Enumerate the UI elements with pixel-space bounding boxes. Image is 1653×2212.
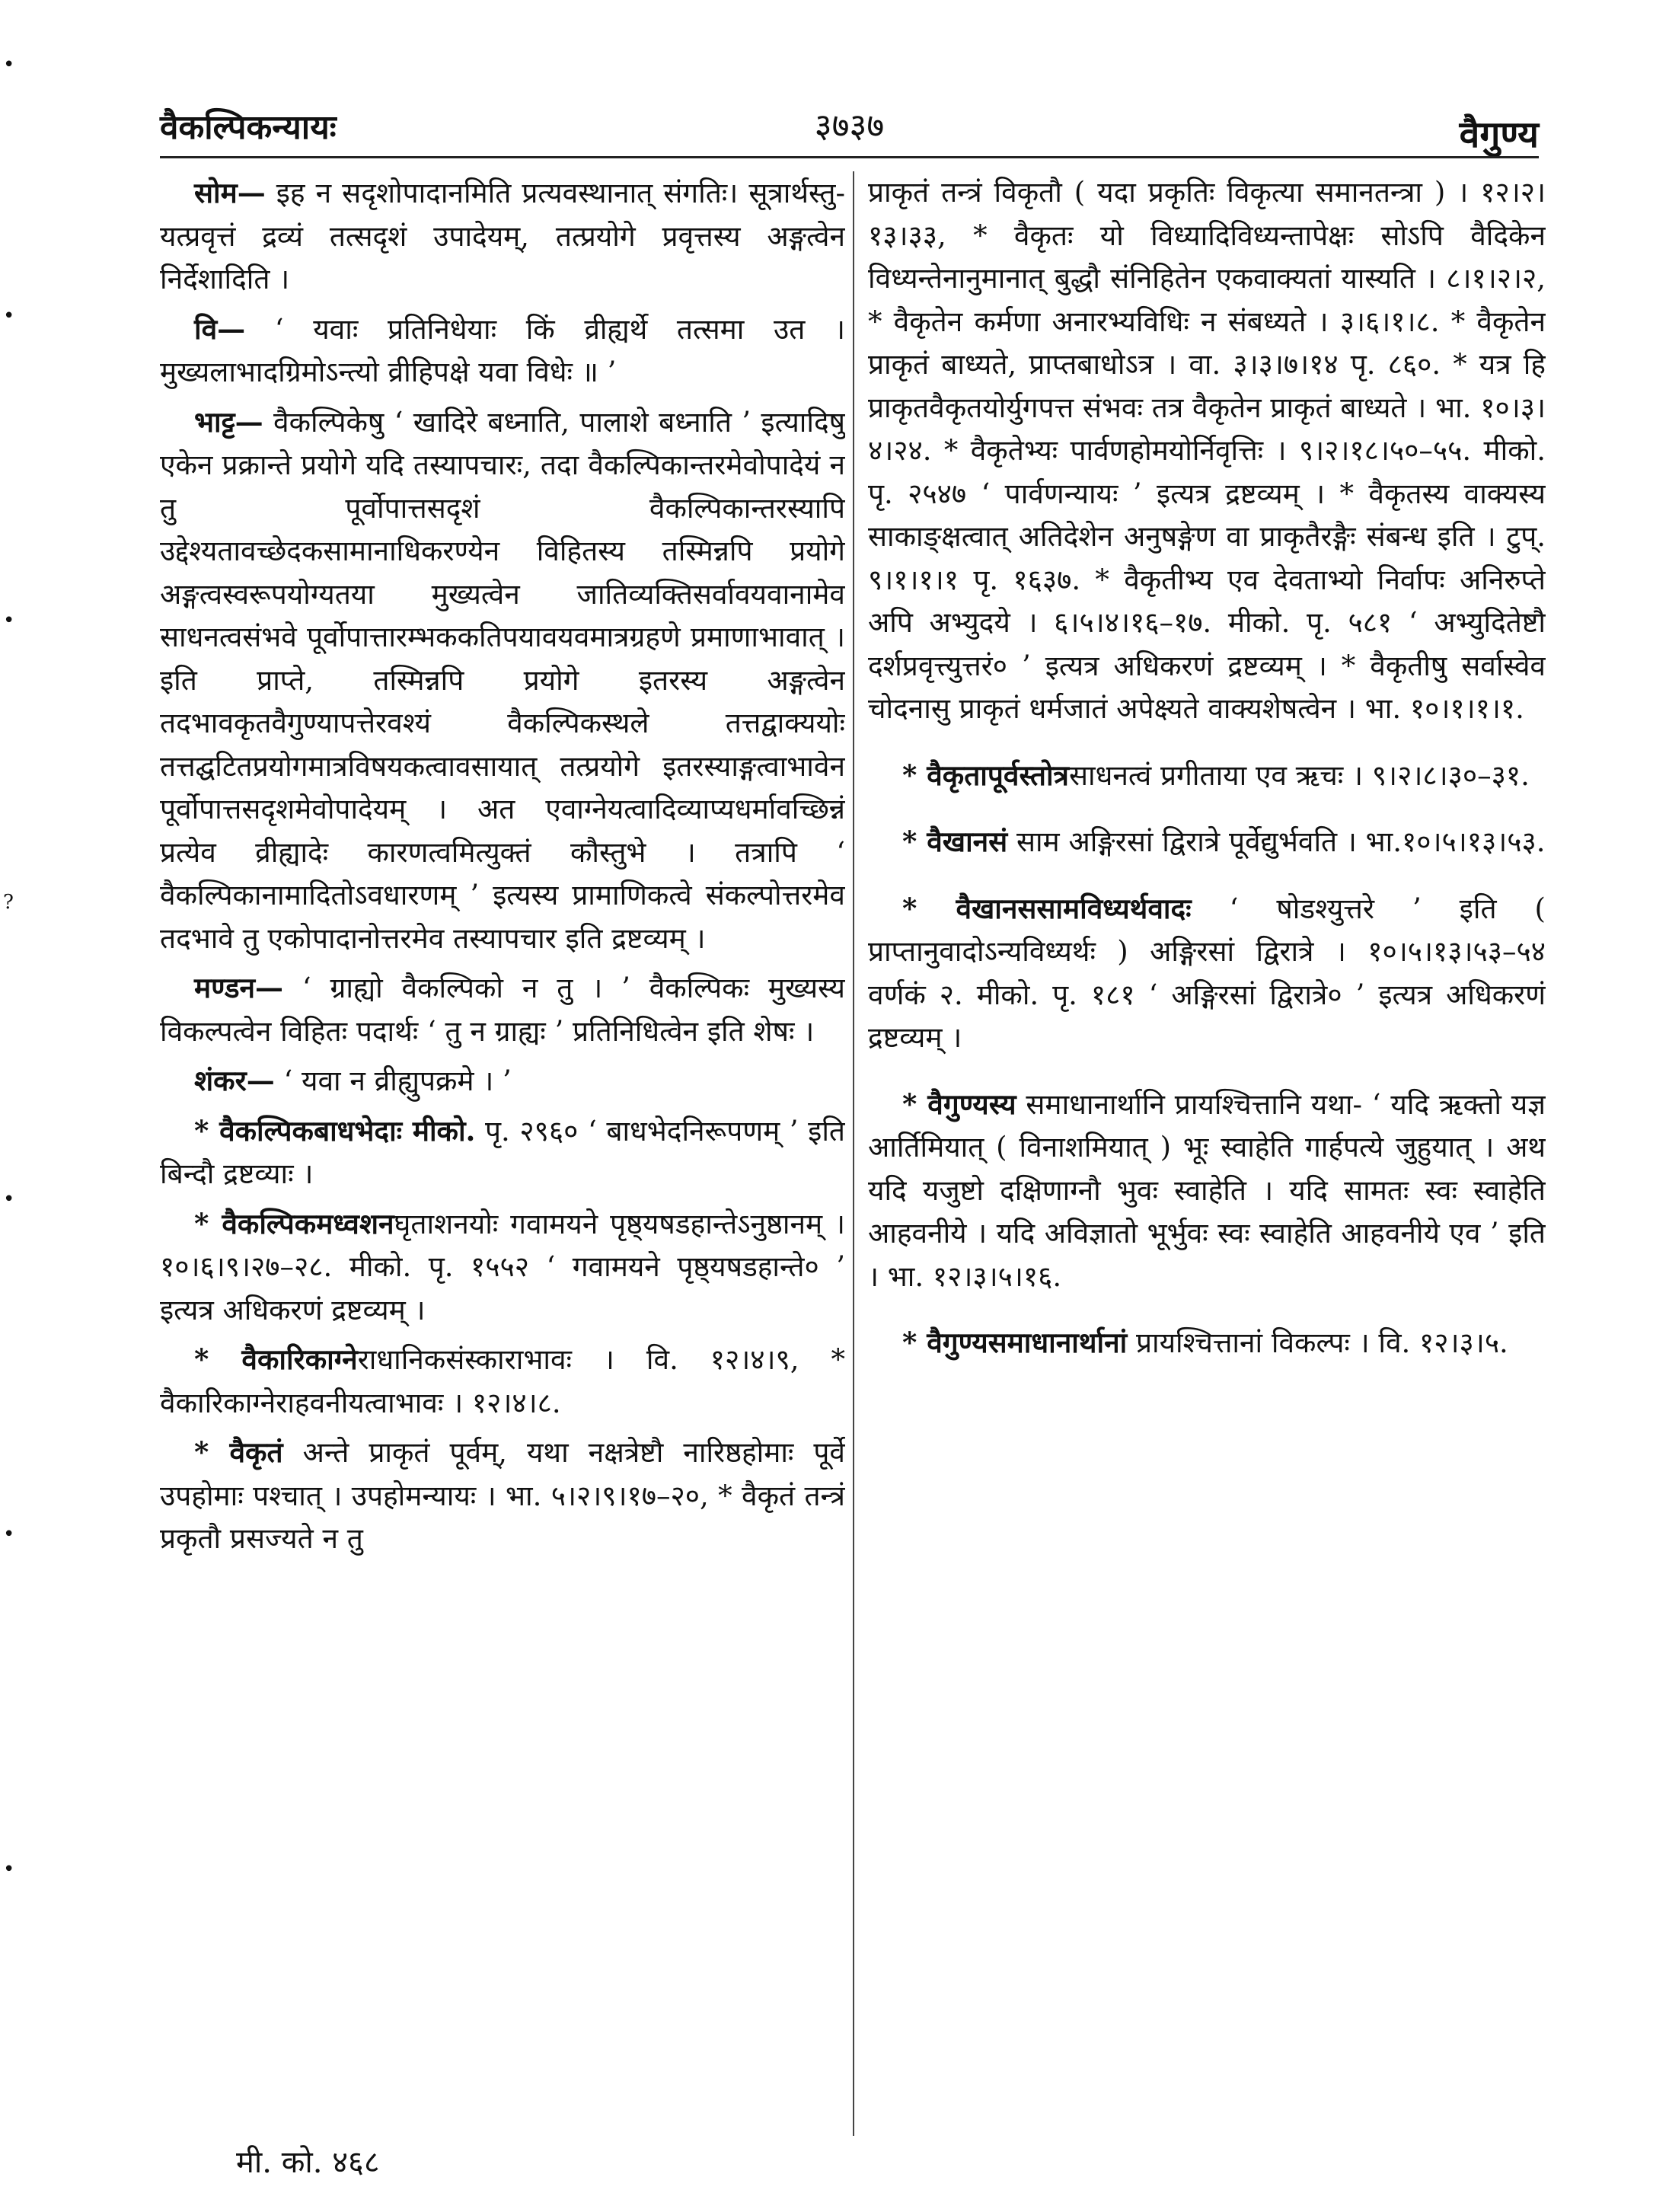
entry-headword: * वैखानससामविध्यर्थवादः	[902, 891, 1192, 925]
entry-paragraph	[868, 820, 1546, 864]
entry-headword: भाट्ट—	[194, 404, 263, 439]
entry-paragraph	[868, 887, 1546, 1060]
entry-headword: * वैकृतापूर्वस्तोत्र	[902, 758, 1069, 792]
entry-headword: शंकर—	[194, 1064, 275, 1097]
left-column	[160, 171, 845, 2136]
entry-paragraph	[160, 966, 845, 1053]
entry-paragraph	[160, 401, 845, 961]
body-columns	[160, 171, 1546, 2136]
entry-text: इह न सदृशोपादानमिति प्रत्यवस्थानात् संगतिः। सूत्रार्थस्तु- यत्प्रवृत्तं द्रव्यं तत्सदृशं उपादेयम्, तत्प्रयोगे प्रवृत्तस्य अङ्गत्वेन निर्देशादिति ।	[160, 177, 845, 295]
entry-text: अन्ते प्राकृतं पूर्वम्, यथा नक्षत्रेष्टौ नारिष्ठहोमाः पूर्वे उपहोमाः पश्चात् । उपहोमन्यायः । भा. ५।२।९।१७–२०, * वैकृतं तन्त्रं प्रकृतौ प्रसज्यते न तु	[160, 1436, 845, 1555]
header-right-title: वैगुण्य	[1459, 113, 1539, 156]
margin-mark: •	[3, 609, 15, 632]
entry-headword: * वैकल्पिकमध्वशन	[194, 1206, 394, 1240]
margin-mark: ?	[3, 891, 14, 914]
margin-mark: •	[3, 305, 15, 327]
margin-mark: •	[3, 1523, 15, 1546]
entry-text: साधनत्वं प्रगीताया एव ऋचः । ९।२।८।३०–३१.	[1068, 758, 1530, 792]
entry-text: ‘ षोडश्युत्तरे ’ इति ( प्राप्तानुवादोऽन्यविध्यर्थः ) अङ्गिरसां द्विरात्रे । १०।५।१३।५३–५४ वर्णकं २. मीको. पृ. १८१ ‘ अङ्गिरसां द्विरात्रे० ’ इत्यत्र अधिकरणं द्रष्टव्यम् ।	[868, 892, 1546, 1054]
entry-paragraph	[868, 754, 1546, 798]
entry-text: प्रायश्चित्तानां विकल्पः । वि. १२।३।५.	[1127, 1326, 1508, 1359]
entry-text: घृताशनयोः गवामयने पृष्ठ्यषडहान्तेऽनुष्ठानम् । १०।६।९।२७–२८. मीको. पृ. १५५२ ‘ गवामयने पृष्ठ्यषडहान्ते० ’ इत्यत्र अधिकरणं द्रष्टव्यम् ।	[160, 1207, 845, 1326]
entry-headword: * वैकारिकाग्ने	[194, 1342, 358, 1376]
entry-text: प्राकृतं तन्त्रं विकृतौ ( यदा प्रकृतिः विकृत्या समानतन्त्रा ) । १२।२।१३।३३, * वैकृतः यो विध्यादिविध्यन्तापेक्षः सोऽपि वैदिकेन विध्यन्तेनानुमानात् बुद्धौ संनिहितेन एकवाक्यतां यास्यति । ८।१।२।२, * वैकृतेन कर्मणा अनारभ्यविधिः न संबध्यते । ३।६।१।८. * वैकृतेन प्राकृतं बाध्यते, प्राप्तबाधोऽत्र । वा. ३।३।७।१४ पृ. ८६०. * यत्र हि प्राकृतवैकृतयोर्युगपत्त संभवः तत्र वैकृतेन प्राकृतं बाध्यते । भा. १०।३।४।२४. * वैकृतेभ्यः पार्वणहोमयोर्निवृत्तिः । ९।२।१८।५०–५५. मीको. पृ. २५४७ ‘ पार्वणन्यायः ’ इत्यत्र द्रष्टव्यम् । * वैकृतस्य वाक्यस्य साकाङ्क्षत्वात् अतिदेशेन अनुषङ्गेण वा प्राकृतैरङ्गैः संबन्ध इति । टुप्. ९।१।१।१ पृ. १६३७. * वैकृतीभ्य एव देवताभ्यो निर्वापः अनिरुप्ते अपि अभ्युदये । ६।५।४।१६–१७. मीको. पृ. ५८१ ‘ अभ्युदितेष्टौ दर्शप्रवृत्त्युत्तरं० ’ इत्यत्र अधिकरणं द्रष्टव्यम् । * वैकृतीषु सर्वास्वेव चोदनासु प्राकृतं धर्मजातं अपेक्ष्यते वाक्यशेषत्वेन । भा. १०।१।१।१.	[868, 176, 1546, 725]
entry-paragraph	[160, 1202, 845, 1333]
entry-paragraph	[160, 1431, 845, 1561]
entry-paragraph	[868, 171, 1546, 731]
page-header	[160, 65, 1539, 156]
column-divider	[853, 171, 854, 2136]
right-column	[868, 171, 1546, 2136]
margin-mark: •	[3, 53, 15, 76]
entry-text: राधानिकसंस्काराभावः । वि. १२।४।९, * वैकारिकाग्नेराहवनीयत्वाभावः । १२।४।८.	[160, 1343, 845, 1419]
entry-text: वैकल्पिकेषु ‘ खादिरे बध्नाति, पालाशे बध्नाति ’ इत्यादिषु एकेन प्रक्रान्ते प्रयोगे यदि तस्यापचारः, तदा वैकल्पिकान्तरमेवोपादेयं न तु पूर्वोपात्तसदृशं वैकल्पिकान्तरस्यापि उद्देश्यतावच्छेदकसामानाधिकरण्येन विहितस्य तस्मिन्नपि प्रयोगे अङ्गत्वस्वरूपयोग्यतया मुख्यत्वेन जातिव्यक्तिसर्वावयवानामेव साधनत्वसंभवे पूर्वोपात्तारम्भककतिपयावयवमात्रग्रहणे प्रमाणाभावात् । इति प्राप्ते, तस्मिन्नपि प्रयोगे इतरस्य अङ्गत्वेन तदभावकृतवैगुण्यापत्तेरवश्यं वैकल्पिकस्थले तत्तद्वाक्ययोः तत्तद्घटितप्रयोगमात्रविषयकत्वावसायात् तत्प्रयोगे इतरस्याङ्गत्वाभावेन पूर्वोपात्तसदृशमेवोपादेयम् । अत एवाग्नेयत्वादिव्याप्यधर्मावच्छिन्नं प्रत्येव व्रीह्यादेः कारणत्वमित्युक्तं कौस्तुभे । तत्रापि ‘ वैकल्पिकानामादितोऽवधारणम् ’ इत्यस्य प्रामाणिकत्वे संकल्पोत्तरमेव तदभावे तु एकोपादानोत्तरमेव तस्यापचार इति द्रष्टव्यम् ।	[160, 405, 845, 955]
entry-text: ‘ यवा न व्रीह्युपक्रमे । ’	[274, 1065, 512, 1097]
footer-note: मी. को. ४६८	[236, 2145, 380, 2180]
entry-text: समाधानार्थानि प्रायश्चित्तानि यथा- ‘ यदि ऋक्तो यज्ञ आर्तिमियात् ( विनाशमियात् ) भूः स्वाहेति गार्हपत्ये जुहुयात् । अथ यदि यजुष्टो दक्षिणाग्नौ भुवः स्वाहेति । यदि सामतः स्वः स्वाहेति आहवनीये । यदि अविज्ञातो भूर्भुवः स्वः स्वाहेति आहवनीये एव ’ इति । भा. १२।३।५।१६.	[868, 1087, 1546, 1293]
entry-text: ‘ ग्राह्यो वैकल्पिको न तु । ’ वैकल्पिकः मुख्यस्य विकल्पत्वेन विहितः पदार्थः ‘ तु न ग्राह्यः ’ प्रतिनिधित्वेन इति शेषः ।	[160, 972, 845, 1048]
entry-paragraph	[160, 1059, 845, 1103]
entry-headword: * वैगुण्यसमाधानार्थानां	[902, 1326, 1128, 1359]
entry-headword: वि—	[194, 311, 246, 346]
margin-mark: •	[3, 1858, 15, 1881]
entry-headword: सोम—	[194, 176, 266, 209]
entry-paragraph	[160, 171, 845, 302]
entry-paragraph	[868, 1083, 1546, 1299]
entry-text: पृ. २९६० ‘ बाधभेदनिरूपणम् ’ इति बिन्दौ द्रष्टव्याः ।	[160, 1114, 845, 1190]
margin-mark: •	[3, 1188, 15, 1211]
entry-headword: * वैकल्पिकबाधभेदाः मीको.	[194, 1113, 476, 1147]
entry-paragraph	[160, 1109, 845, 1196]
page-number: ३७३७	[814, 107, 885, 145]
entry-paragraph	[160, 308, 845, 394]
entry-paragraph	[160, 1338, 845, 1425]
entry-text: ‘ यवाः प्रतिनिधेयाः किं व्रीह्यर्थे तत्समा उत । मुख्यलाभादग्रिमोऽन्त्यो व्रीहिपक्षे यवा विधेः ॥ ’	[160, 312, 845, 388]
entry-text: साम अङ्गिरसां द्विरात्रे पूर्वेद्युर्भवति । भा.१०।५।१३।५३.	[1007, 825, 1546, 858]
entry-headword: * वैकृतं	[194, 1435, 283, 1469]
entry-headword: * वैखानसं	[902, 825, 1008, 858]
header-rule	[160, 156, 1539, 158]
header-left-title: वैकल्पिकन्यायः	[160, 108, 337, 147]
entry-headword: * वैगुण्यस्य	[902, 1087, 1016, 1121]
entry-headword: मण्डन—	[194, 971, 284, 1004]
entry-paragraph	[868, 1321, 1546, 1365]
